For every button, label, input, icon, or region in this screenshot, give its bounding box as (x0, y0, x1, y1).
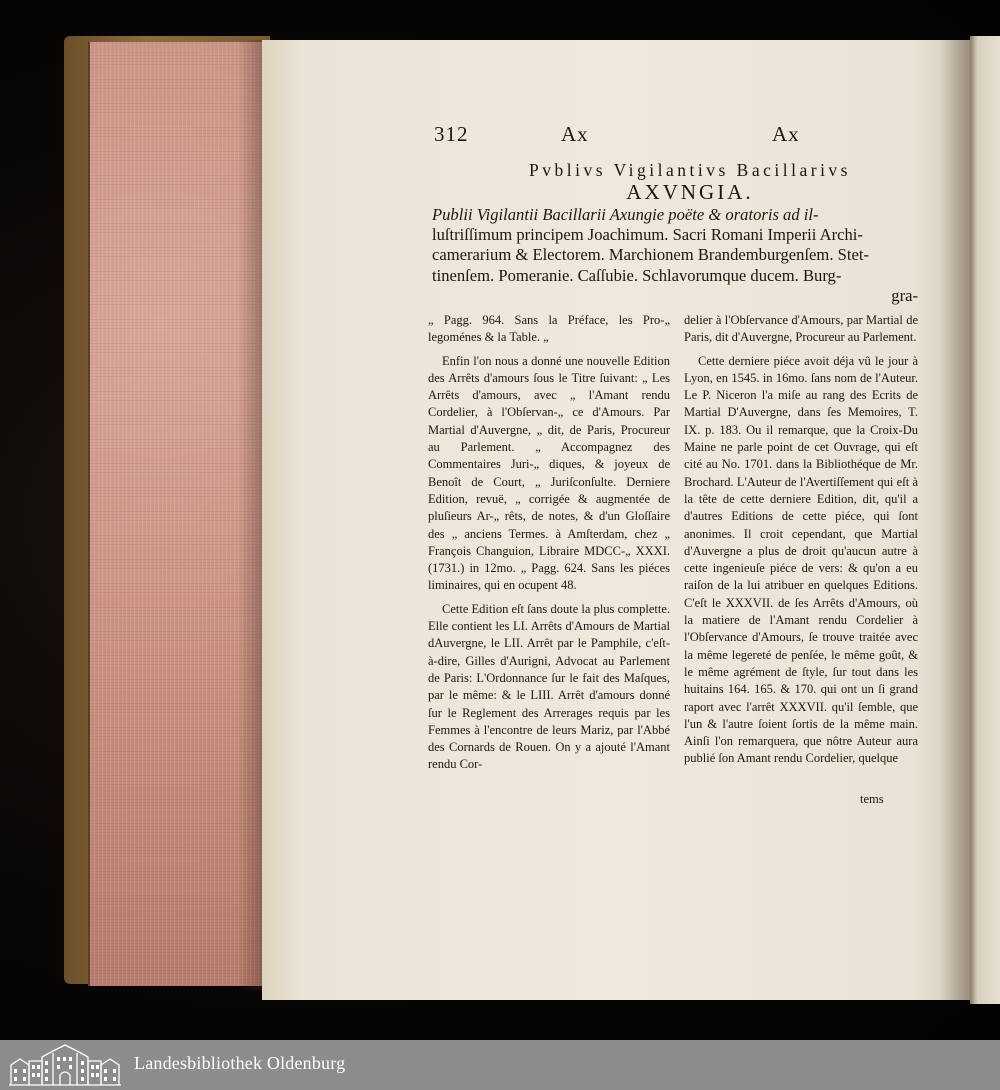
paragraph: Cette Edition eſt ſans doute la plus complette. Elle contient les LI. Arrêts d'Amours de Martial dAuvergne, le LII. Arrêt par le Pamphile, c'eſt-à-dire, Gilles d'Aurigni, Advocat au Parlement de Paris: L'Ordonnance ſur le fait des Maſques, par le même: & le LIII. Arrêt d'amours donné ſur le Reglement des Arrerages requis par les Femmes à l'encontre de leurs Mariz, par l'Abbé des Cornards de Rouen. On y a ajouté l'Amant rendu Cor- (428, 601, 670, 772)
right-column (684, 312, 918, 774)
entry-intro (432, 205, 918, 306)
paragraph: Enfin l'on nous a donné une nouvelle Edition des Arrêts d'amours ſous le Titre ſuivant: „ Les Arrêts d'amours, avec „ l'Amant rendu Cordelier, à l'Obſervan-„ ce d'Amours. Par Martial d'Auvergne, „ dit, de Paris, Procureur au Parlement. „ Accompagnez des Commentaires Juri-„ diques, & joyeux de Benoît de Court, „ Juriſconſulte. Derniere Edition, revuë, „ corrigée & augmentée de pluſieurs Ar-„ rêts, de notes, & d'un Gloſſaire des „ anciens Termes. à Amſterdam, chez „ François Changuion, Libraire MDCC-„ XXXI. (1731.) in 12mo. „ Pagg. 624. Sans les piéces liminaires, qui en ocupent 48. (428, 353, 670, 593)
running-head-right: Ax (772, 122, 800, 146)
running-head-left: Ax (561, 122, 589, 146)
intro-line: Publii Vigilantii Bacillarii Axungie poëte & oratoris ad il- (432, 205, 819, 224)
paragraph: delier à l'Obſervance d'Amours, par Martial de Paris, dit d'Auvergne, Procureur au Parlement. (684, 313, 918, 345)
intro-line: camerarium & Electorem. Marchionem Brandemburgenſem. Stet- (432, 245, 869, 265)
footer-bar (0, 1040, 1000, 1090)
facing-page-edge (970, 36, 1000, 1004)
page-gutter (940, 40, 974, 1000)
library-building-logo-icon (8, 1043, 122, 1087)
catchword: tems (860, 792, 884, 806)
page-number: 312 (434, 122, 469, 146)
library-name: Landesbibliothek Oldenburg (134, 1053, 346, 1073)
intro-line: luſtriſſimum principem Joachimum. Sacri Romani Imperii Archi- (432, 225, 863, 245)
entry-author: Pvblivs Vigilantivs Bacillarivs (529, 160, 851, 180)
intro-line: tinenſem. Pomeranie. Caſſubie. Schlavorumque ducem. Burg- (432, 265, 842, 285)
intro-line: gra- (891, 285, 918, 305)
paragraph: „ Pagg. 964. Sans la Préface, les Pro-„ legoménes & la Table. „ (428, 313, 670, 345)
left-column (428, 312, 670, 780)
entry-title: AXVNGIA. (626, 180, 754, 204)
paragraph: Cette derniere piéce avoit déja vû le jour à Lyon, en 1545. in 16mo. ſans nom de l'Auteur. Le P. Niceron l'a miſe au rang des Ecrits de Martial D'Auvergne, dans ſes Memoires, T. IX. p. 183. Ou il remarque, que la Croix-Du Maine ne parle point de cet Ouvrage, qui eſt cité au No. 1701. dans la Bibliothéque de Mr. Brochard. L'Auteur de l'Avertiſſement qui eſt à la tête de cette derniere Edition, dit, qu'il a d'autres Editions de cette piéce, qui ſont anonimes. Il croit cependant, que Martial d'Auvergne a plus de droit qu'aucun autre à cette ingenieuſe piéce de vers: & qu'on a eu raiſon de la lui atribuer en quelques Editions. C'eſt le XXXVII. de ſes Arrêts d'Amours, où la matiere de l'Amant rendu Cordelier à l'Obſervance d'Amours, ſe trouve traitée avec la même legereté de penſée, le même goût, & le même agrément de ſtyle, ſur tout dans les huitains 164. 165. & 170. qui ont un ſi grand raport avec l'arrêt XXXVII. qu'il ſemble, que l'un & l'autre ſoient ſortis de la même main. Ainſi l'on remarquera, que nôtre Auteur aura publié ſon Amant rendu Cordelier, quelque (684, 353, 918, 766)
